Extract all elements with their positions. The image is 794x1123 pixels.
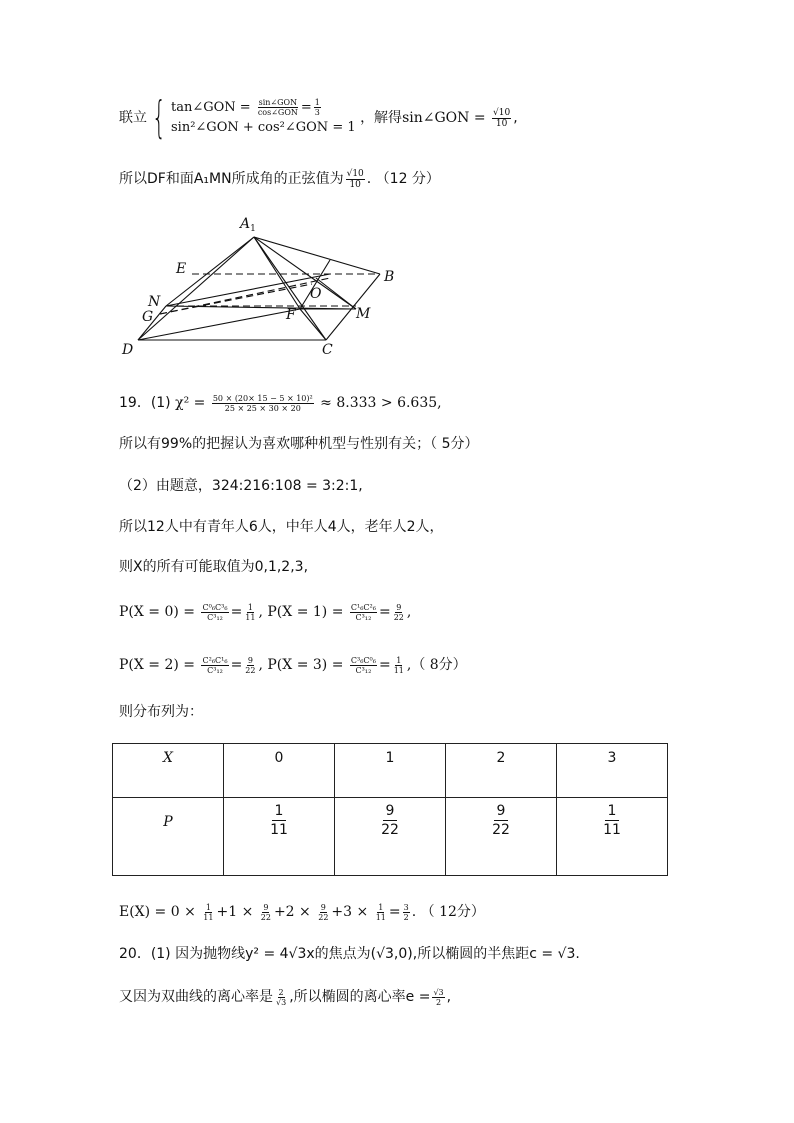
p2-comb-num: C²₆C¹₆ <box>202 655 228 665</box>
result-fraction <box>492 108 511 129</box>
p3-value-fraction <box>393 656 405 675</box>
ex-p2: +1 × <box>216 904 254 920</box>
text-jiede: ，解得 <box>360 110 403 126</box>
p2-eq: = <box>230 657 243 673</box>
p3-eq: = <box>378 657 391 673</box>
eq1-lhs: tan∠GON = <box>171 100 251 115</box>
ex-f1d: 11 <box>203 912 214 922</box>
prob-line-2 <box>119 650 467 680</box>
ex-p4: +3 × <box>331 904 369 920</box>
eq1-eq: = <box>300 100 312 115</box>
p3-comb-num: C³₆C⁰₆ <box>350 655 376 665</box>
result-den: 10 <box>495 118 508 129</box>
equation-system <box>147 92 356 143</box>
p1-eq: = <box>378 604 391 620</box>
q20-line1: 20．(1) 因为抛物线y² = 4√3x的焦点为(√3,0),所以椭圆的半焦距c = √3. <box>119 946 580 962</box>
p3-value-den: 11 <box>393 665 404 675</box>
sine-result-line <box>119 166 440 192</box>
edge-o-m <box>316 278 356 309</box>
edge-f-c <box>300 309 326 340</box>
chi-den: 25 × 25 × 30 × 20 <box>224 403 301 413</box>
sine-result-text: 所以DF和面A₁MN所成角的正弦值为 <box>119 171 344 187</box>
table-cell-x1: 1 <box>335 744 446 798</box>
label-m: M <box>356 306 371 322</box>
q20-f1d: √3 <box>276 997 287 1007</box>
ex-frac3 <box>317 903 329 922</box>
ex-lhs: E(X) = 0 × <box>119 904 196 920</box>
equation-2: sin²∠GON + cos²∠GON = 1 <box>171 120 356 135</box>
eq1-rnum: 1 <box>314 98 320 107</box>
brace-icon: { <box>152 92 166 143</box>
p0-comb-num: C⁰₆C³₆ <box>202 602 228 612</box>
label-d: D <box>122 342 134 358</box>
table-cell-p1 <box>335 798 446 876</box>
p0-comb-den: C³₁₂ <box>207 612 223 622</box>
eq1-den: cos∠GON <box>257 108 298 117</box>
p0-den: 11 <box>270 822 288 838</box>
p0-num: 1 <box>272 802 287 821</box>
p1-value-den: 22 <box>393 612 404 622</box>
q20-frac2 <box>432 988 444 1007</box>
result-lhs: sin∠GON = <box>402 110 486 126</box>
p1-value-fraction <box>393 603 405 622</box>
ex-tail: . （ 12分） <box>411 904 485 920</box>
p-line1-sep: , <box>258 604 268 620</box>
ex-f5n: 3 <box>403 902 409 912</box>
chi-num: 50 × (20× 15 − 5 × 10)² <box>212 393 313 403</box>
prob-line-1 <box>119 597 411 627</box>
result-end: , <box>513 110 518 126</box>
q19-people: 所以12人中有青年人6人，中年人4人，老年人2人， <box>119 519 444 535</box>
label-c: C <box>322 342 333 358</box>
p0-lhs: P(X = 0) = <box>119 604 196 620</box>
p-line2-sep: , <box>258 657 268 673</box>
chi-rhs: ≈ 8.333 > 6.635, <box>320 395 442 411</box>
ex-f2d: 22 <box>260 912 271 922</box>
q19-conclusion: 所以有99%的把握认为喜欢哪种机型与性别有关；（ 5分） <box>119 436 479 452</box>
table-cell-x2: 2 <box>446 744 557 798</box>
p1-den: 22 <box>381 822 399 838</box>
label-g: G <box>142 309 154 325</box>
p1-num: 9 <box>383 802 398 821</box>
p2-comb-den: C³₁₂ <box>207 665 223 675</box>
p1-comb-num: C¹₆C²₆ <box>350 602 376 612</box>
text-lianli: 联立 <box>119 110 147 126</box>
p0-comb-fraction <box>201 603 228 622</box>
p2-comb-fraction <box>201 656 228 675</box>
p2-lhs: P(X = 2) = <box>119 657 196 673</box>
eq1-rfraction <box>314 98 321 117</box>
label-a1: $A_1$ <box>240 216 256 234</box>
p1-comb-den: C³₁₂ <box>355 612 372 622</box>
equation-1 <box>171 98 356 118</box>
chi-lhs: χ² = <box>175 395 206 411</box>
table-cell-x0: 0 <box>224 744 335 798</box>
ex-f3d: 22 <box>318 912 329 922</box>
ex-f4n: 1 <box>378 902 384 912</box>
table-row-x <box>113 744 668 798</box>
ex-p5: = <box>388 904 401 920</box>
q20-text-a: 又因为双曲线的离心率是 <box>119 989 273 1005</box>
p1-lhs: P(X = 1) = <box>267 604 344 620</box>
label-b: B <box>384 269 395 285</box>
distribution-intro: 则分布列为： <box>119 704 203 720</box>
label-o: O <box>310 286 322 302</box>
sine-tail: . （12 分） <box>366 171 440 187</box>
p2-value-num: 9 <box>247 655 253 665</box>
table-cell-p0 <box>224 798 335 876</box>
table-row-p <box>113 798 668 876</box>
edge-a1-f <box>254 237 300 309</box>
p1-comb-fraction <box>350 603 377 622</box>
p-line1-end: , <box>406 604 412 620</box>
result-num: √10 <box>493 107 511 118</box>
ex-f4d: 11 <box>375 912 386 922</box>
q19-values: 则X的所有可能取值为0,1,2,3, <box>119 559 309 575</box>
p-line2-end: ,（ 8分） <box>406 657 467 673</box>
p1-value-num: 9 <box>396 602 402 612</box>
geometry-figure <box>110 208 410 368</box>
p3-lhs: P(X = 3) = <box>267 657 344 673</box>
p2-num: 9 <box>494 802 509 821</box>
ex-frac2 <box>260 903 272 922</box>
p0-value-fraction <box>244 603 256 622</box>
distribution-table <box>112 743 668 876</box>
p0-value-den: 11 <box>245 612 256 622</box>
sine-num: √10 <box>346 168 364 179</box>
ex-f3n: 9 <box>320 902 326 912</box>
eq1-rden: 3 <box>314 108 320 117</box>
q20-frac1 <box>275 988 287 1007</box>
label-f: F <box>286 307 296 323</box>
ex-f2n: 9 <box>263 902 269 912</box>
p0-eq: = <box>230 604 243 620</box>
sine-den: 10 <box>349 179 361 190</box>
ex-frac5 <box>403 903 410 922</box>
table-cell-x3: 3 <box>557 744 668 798</box>
eq1-num: sin∠GON <box>258 98 298 107</box>
p3-den: 11 <box>603 822 621 838</box>
q20-text-c: , <box>446 989 452 1005</box>
table-cell-p-label: P <box>113 798 224 876</box>
eq1-fraction <box>257 98 299 117</box>
ex-frac1 <box>202 903 214 922</box>
table-cell-p3 <box>557 798 668 876</box>
p3-comb-fraction <box>350 656 377 675</box>
label-n: N <box>148 294 161 310</box>
p3-value-num: 1 <box>396 655 402 665</box>
q19-prefix: 19．(1) <box>119 395 171 411</box>
q20-text-b: ,所以椭圆的离心率e = <box>289 989 431 1005</box>
p2-value-den: 22 <box>245 665 256 675</box>
q20-line2 <box>119 982 451 1012</box>
ex-p3: +2 × <box>273 904 311 920</box>
q20-f2n: √3 <box>433 987 444 997</box>
q20-f2d: 2 <box>435 997 442 1007</box>
table-cell-x-label: X <box>113 744 224 798</box>
ex-f1n: 1 <box>205 902 211 912</box>
edge-a1-d <box>138 237 254 340</box>
chi-square-line <box>119 388 442 418</box>
ex-f5d: 2 <box>403 912 409 922</box>
edge-a1-m <box>254 237 356 309</box>
p3-num: 1 <box>605 802 620 821</box>
table-cell-p2 <box>446 798 557 876</box>
system-line <box>119 92 518 143</box>
ex-frac4 <box>375 903 387 922</box>
expectation-line <box>119 897 485 927</box>
q19-ratio: （2）由题意，324:216:108 = 3:2:1, <box>119 478 363 494</box>
label-e: E <box>176 261 187 277</box>
edge-a1-b <box>254 237 380 274</box>
q20-f1n: 2 <box>278 987 284 997</box>
p2-den: 22 <box>492 822 510 838</box>
p2-value-fraction <box>244 656 256 675</box>
p0-value-num: 1 <box>247 602 253 612</box>
sine-fraction <box>346 169 365 190</box>
p3-comb-den: C³₁₂ <box>355 665 372 675</box>
chi-fraction <box>212 394 314 413</box>
